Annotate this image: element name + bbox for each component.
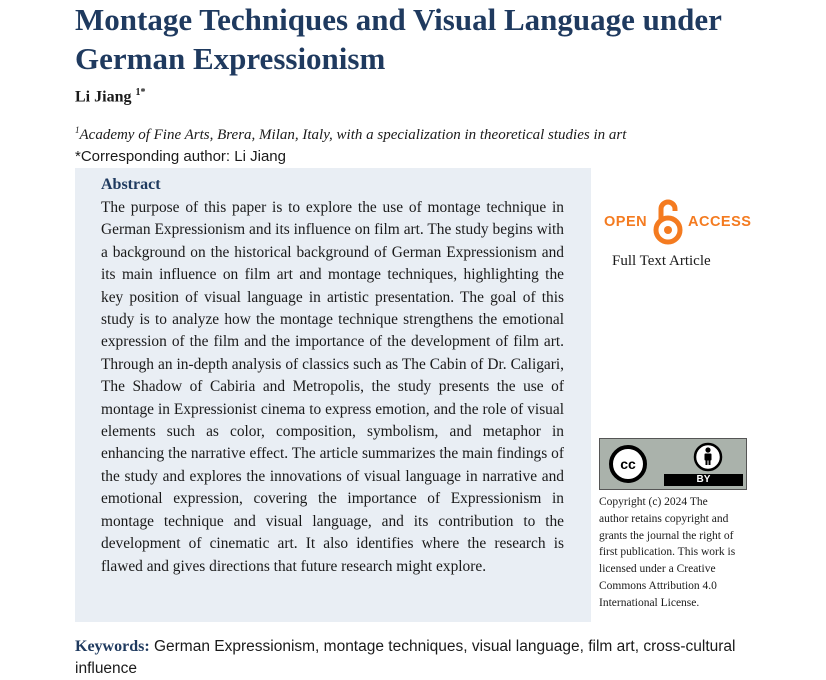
author-line <box>75 87 145 106</box>
keywords-line <box>75 636 765 680</box>
abstract-text: The purpose of this paper is to explore the use of montage technique in German Expressionism and its influence on film art. The study begins with a background on the historical background of German Expressionism and its main influence on film art and montage techniques, highlighting the key position of visual language in artistic presentation. The goal of this study is to analyze how the montage technique strengthens the emotional expression of the film and the importance of the development of film art. Through an in-depth analysis of classics such as The Cabin of Dr. Caligari, The Shadow of Cabiria and Metropolis, the study presents the use of montage in Expressionist cinema to express emotion, and the role of visual elements such as color, composition, symbolism, and metaphor in enhancing the narrative effect. The article summarizes the main findings of the study and explores the innovations of visual language in narrative and emotional expression, covering the importance of Expressionism in montage technique and visual language, and its contribution to the development of cinematic art. It also identifies where the research is flawed and gives directions that future research might explore. <box>101 199 564 575</box>
cc-by-license-badge[interactable] <box>599 438 747 490</box>
attribution-person-icon <box>693 442 723 472</box>
abstract-heading: Abstract <box>101 176 161 193</box>
open-label: OPEN <box>604 214 648 230</box>
copyright-notice: Copyright (c) 2024 The author retains copyright and grants the journal the right of first publication. This work is licensed under a Creative Commons Attribution 4.0 International License. <box>599 496 736 609</box>
access-label: ACCESS <box>688 214 752 230</box>
open-access-logo <box>604 199 752 245</box>
full-text-label: Full Text Article <box>612 253 711 269</box>
affiliation-text: Academy of Fine Arts, Brera, Milan, Italy, with a specialization in theoretical studies in art <box>79 127 627 143</box>
creative-commons-icon <box>608 444 648 484</box>
svg-text:cc: cc <box>620 456 636 472</box>
by-label: BY <box>664 474 743 486</box>
corresponding-author: *Corresponding author: Li Jiang <box>75 148 286 165</box>
paper-title: Montage Techniques and Visual Language under German Expressionism <box>75 2 722 76</box>
keywords-label: Keywords: <box>75 638 150 655</box>
affiliation-superscript: 1 <box>75 125 80 135</box>
keywords-text: German Expressionism, montage techniques, visual language, film art, cross-cultural influence <box>75 638 736 677</box>
author-superscript: 1* <box>135 87 146 98</box>
abstract-box <box>75 168 591 622</box>
author-name: Li Jiang <box>75 88 132 106</box>
open-access-lock-icon <box>653 199 683 245</box>
affiliation <box>75 125 626 144</box>
